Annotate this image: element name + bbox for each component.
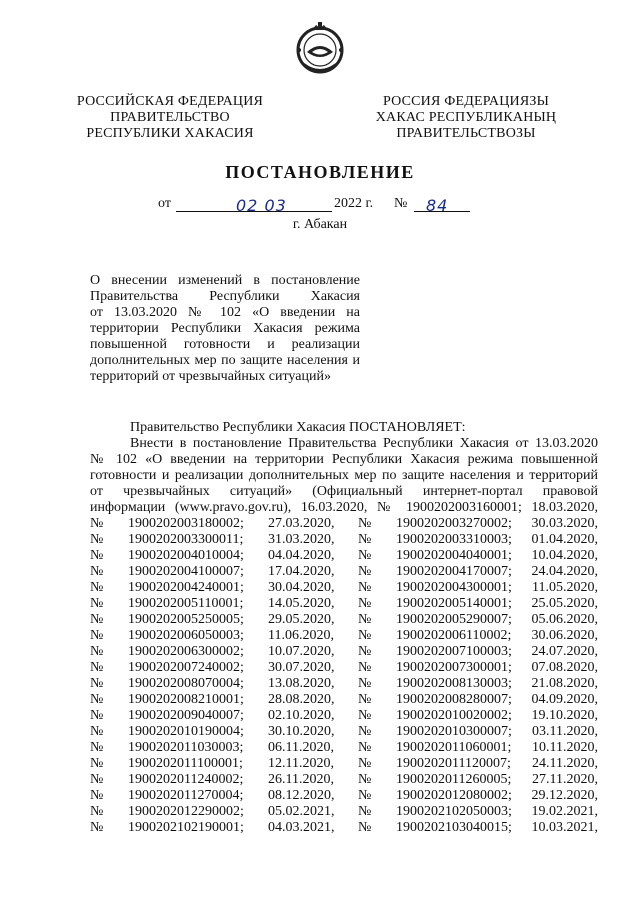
number-sign: №	[358, 612, 372, 627]
publication-date: 29.12.2020,	[531, 788, 598, 803]
subject-line: Правительства Республики Хакасия	[90, 289, 360, 304]
publication-date: 24.04.2020,	[531, 564, 598, 579]
publication-number: 1900202004300001;	[396, 580, 512, 595]
publication-row	[90, 644, 598, 660]
publication-date: 06.11.2020,	[268, 740, 334, 755]
publication-number: 1900202011260005;	[396, 772, 512, 787]
publication-date: 07.08.2020,	[531, 660, 598, 675]
header-left	[70, 94, 270, 142]
publication-date: 31.03.2020,	[268, 532, 335, 547]
publication-number: 1900202005140001;	[396, 596, 512, 611]
publication-date: 28.08.2020,	[268, 692, 335, 707]
number-sign: №	[90, 708, 104, 723]
intro-line: готовности и реализации дополнительных мер по защите населения и территорий	[90, 468, 598, 483]
number-sign: №	[90, 820, 104, 835]
publication-row	[90, 820, 598, 836]
publication-number: 1900202006300002;	[128, 644, 244, 659]
publication-number: 1900202003180002;	[128, 516, 244, 531]
publication-number: 1900202005290007;	[396, 612, 512, 627]
publication-number: 1900202012080002;	[396, 788, 512, 803]
publication-number: 1900202008130003;	[396, 676, 512, 691]
header-right-line-2: ХАКАС РЕСПУБЛИКАНЫҢ	[375, 110, 557, 125]
intro-line: Внести в постановление Правительства Республики Хакасия от 13.03.2020	[130, 436, 598, 451]
number-sign: №	[90, 692, 104, 707]
publication-number: 1900202011030003;	[128, 740, 244, 755]
subject-line: территорий от чрезвычайных ситуаций»	[90, 369, 331, 384]
publication-number: 1900202012290002;	[128, 804, 244, 819]
publication-row	[90, 756, 598, 772]
publication-date: 05.02.2021,	[268, 804, 335, 819]
publication-row	[90, 596, 598, 612]
number-sign: №	[90, 532, 104, 547]
handwritten-date: 02 03	[236, 196, 287, 215]
publication-number: 1900202003310003;	[396, 532, 512, 547]
number-sign: №	[358, 644, 372, 659]
intro-line: информации (www.pravo.gov.ru), 16.03.2020, № 1900202003160001; 18.03.2020,	[90, 500, 598, 515]
number-sign: №	[358, 628, 372, 643]
intro-line: № 102 «О введении на территории Республики Хакасия режима повышенной	[90, 452, 598, 467]
publication-row	[90, 516, 598, 532]
publication-number: 1900202005110001;	[128, 596, 244, 611]
subject-line: повышенной готовности и реализации	[90, 337, 360, 352]
publication-row	[90, 676, 598, 692]
publication-number: 1900202004040001;	[396, 548, 512, 563]
publication-row	[90, 548, 598, 564]
publication-date: 01.04.2020,	[531, 532, 598, 547]
publication-row	[90, 580, 598, 596]
number-sign: №	[358, 532, 372, 547]
number-sign: №	[90, 724, 104, 739]
number-sign: №	[90, 612, 104, 627]
publication-number: 1900202009040007;	[128, 708, 244, 723]
number-sign: №	[90, 580, 104, 595]
subject-line: от 13.03.2020 № 102 «О введении на	[90, 305, 360, 320]
publication-date: 19.02.2021,	[531, 804, 598, 819]
header-left-line-2: ПРАВИТЕЛЬСТВО	[110, 110, 230, 125]
publication-row	[90, 628, 598, 644]
publication-date: 04.09.2020,	[531, 692, 598, 707]
year-label: 2022 г.	[334, 196, 374, 211]
publication-row	[90, 564, 598, 580]
publication-date: 21.08.2020,	[531, 676, 598, 691]
publication-number: 1900202008210001;	[128, 692, 244, 707]
resolve-line: Правительство Республики Хакасия ПОСТАНОВЛЯЕТ:	[130, 420, 466, 435]
number-sign: №	[358, 676, 372, 691]
publication-list	[90, 516, 598, 836]
publication-number: 1900202103040015;	[396, 820, 512, 835]
publication-row	[90, 740, 598, 756]
number-sign: №	[90, 548, 104, 563]
publication-row	[90, 708, 598, 724]
publication-date: 05.06.2020,	[531, 612, 598, 627]
number-sign: №	[358, 804, 372, 819]
publication-date: 29.05.2020,	[268, 612, 335, 627]
publication-date: 12.11.2020,	[268, 756, 334, 771]
subject-line: дополнительных мер по защите населения и	[90, 353, 360, 368]
publication-number: 1900202008280007;	[396, 692, 512, 707]
number-sign: №	[90, 788, 104, 803]
publication-row	[90, 660, 598, 676]
publication-date: 26.11.2020,	[268, 772, 334, 787]
publication-date: 30.03.2020,	[531, 516, 598, 531]
number-sign: №	[358, 580, 372, 595]
publication-date: 27.03.2020,	[268, 516, 335, 531]
publication-number: 1900202007240002;	[128, 660, 244, 675]
number-sign: №	[358, 756, 372, 771]
publication-number: 1900202004170007;	[396, 564, 512, 579]
header-right	[366, 94, 566, 142]
publication-date: 13.08.2020,	[268, 676, 335, 691]
publication-date: 17.04.2020,	[268, 564, 335, 579]
publication-date: 04.03.2021,	[268, 820, 335, 835]
number-sign: №	[90, 660, 104, 675]
publication-date: 30.07.2020,	[268, 660, 335, 675]
publication-number: 1900202011120007;	[396, 756, 511, 771]
publication-number: 1900202007300001;	[396, 660, 512, 675]
number-sign: №	[90, 516, 104, 531]
subject-line: территории Республики Хакасия режима	[90, 321, 360, 336]
publication-row	[90, 788, 598, 804]
publication-number: 1900202010190004;	[128, 724, 244, 739]
publication-date: 30.10.2020,	[268, 724, 335, 739]
publication-date: 03.11.2020,	[532, 724, 598, 739]
publication-number: 1900202011270004;	[128, 788, 244, 803]
header-left-line-1: РОССИЙСКАЯ ФЕДЕРАЦИЯ	[76, 94, 264, 109]
publication-number: 1900202005250005;	[128, 612, 244, 627]
number-sign: №	[358, 660, 372, 675]
body-text	[90, 420, 598, 836]
publication-date: 10.11.2020,	[532, 740, 598, 755]
publication-number: 1900202004100007;	[128, 564, 244, 579]
publication-date: 02.10.2020,	[268, 708, 335, 723]
header-right-line-1: РОССИЯ ФЕДЕРАЦИЯЗЫ	[382, 94, 550, 109]
intro-line: от чрезвычайных ситуаций» (Официальный интернет-портал правовой	[90, 484, 598, 499]
publication-date: 25.05.2020,	[531, 596, 598, 611]
publication-row	[90, 612, 598, 628]
header-right-line-3: ПРАВИТЕЛЬСТВОЗЫ	[396, 126, 536, 141]
subject-line: О внесении изменений в постановление	[90, 273, 360, 288]
publication-date: 30.04.2020,	[268, 580, 335, 595]
number-sign: №	[358, 708, 372, 723]
publication-row	[90, 724, 598, 740]
publication-row	[90, 532, 598, 548]
publication-date: 10.03.2021,	[531, 820, 598, 835]
number-sign: №	[90, 628, 104, 643]
publication-number: 1900202011100001;	[128, 756, 243, 771]
publication-date: 11.05.2020,	[532, 580, 598, 595]
number-sign: №	[90, 772, 104, 787]
publication-number: 1900202102190001;	[128, 820, 244, 835]
publication-number: 1900202007100003;	[396, 644, 512, 659]
publication-number: 1900202003300011;	[128, 532, 244, 547]
publication-date: 27.11.2020,	[532, 772, 598, 787]
number-sign: №	[358, 596, 372, 611]
publication-date: 24.11.2020,	[532, 756, 598, 771]
publication-row	[90, 772, 598, 788]
number-sign: №	[358, 724, 372, 739]
document-title: ПОСТАНОВЛЕНИЕ	[225, 162, 415, 182]
number-sign: №	[90, 564, 104, 579]
number-sign: №	[90, 644, 104, 659]
publication-date: 14.05.2020,	[268, 596, 335, 611]
subject-block	[90, 273, 360, 385]
publication-number: 1900202004010004;	[128, 548, 244, 563]
publication-date: 10.04.2020,	[531, 548, 598, 563]
publication-date: 08.12.2020,	[268, 788, 335, 803]
number-sign: №	[358, 820, 372, 835]
date-from-label: от	[158, 196, 171, 211]
number-sign: №	[358, 692, 372, 707]
publication-number: 1900202102050003;	[396, 804, 512, 819]
header-left-line-3: РЕСПУБЛИКИ ХАКАСИЯ	[86, 126, 254, 141]
number-sign: №	[358, 548, 372, 563]
publication-date: 10.07.2020,	[268, 644, 335, 659]
publication-number: 1900202011060001;	[396, 740, 512, 755]
publication-number: 1900202006050003;	[128, 628, 244, 643]
publication-number: 1900202011240002;	[128, 772, 244, 787]
number-sign: №	[90, 676, 104, 691]
number-sign: №	[358, 788, 372, 803]
coat-of-arms-icon	[290, 18, 350, 80]
number-sign: №	[90, 596, 104, 611]
publication-date: 19.10.2020,	[531, 708, 598, 723]
publication-number: 1900202003270002;	[396, 516, 512, 531]
publication-row	[90, 804, 598, 820]
number-sign: №	[90, 756, 104, 771]
publication-row	[90, 692, 598, 708]
number-sign: №	[90, 740, 104, 755]
number-sign: №	[358, 516, 372, 531]
number-sign: №	[90, 804, 104, 819]
publication-number: 1900202004240001;	[128, 580, 244, 595]
number-sign: №	[358, 564, 372, 579]
publication-date: 04.04.2020,	[268, 548, 335, 563]
publication-date: 11.06.2020,	[268, 628, 334, 643]
publication-number: 1900202010020002;	[396, 708, 512, 723]
city-label: г. Абакан	[292, 217, 348, 232]
number-sign: №	[394, 196, 408, 211]
number-sign: №	[358, 740, 372, 755]
publication-number: 1900202008070004;	[128, 676, 244, 691]
publication-number: 1900202010300007;	[396, 724, 512, 739]
publication-date: 24.07.2020,	[531, 644, 598, 659]
number-sign: №	[358, 772, 372, 787]
publication-date: 30.06.2020,	[531, 628, 598, 643]
publication-number: 1900202006110002;	[396, 628, 512, 643]
handwritten-number: 84	[426, 196, 449, 215]
